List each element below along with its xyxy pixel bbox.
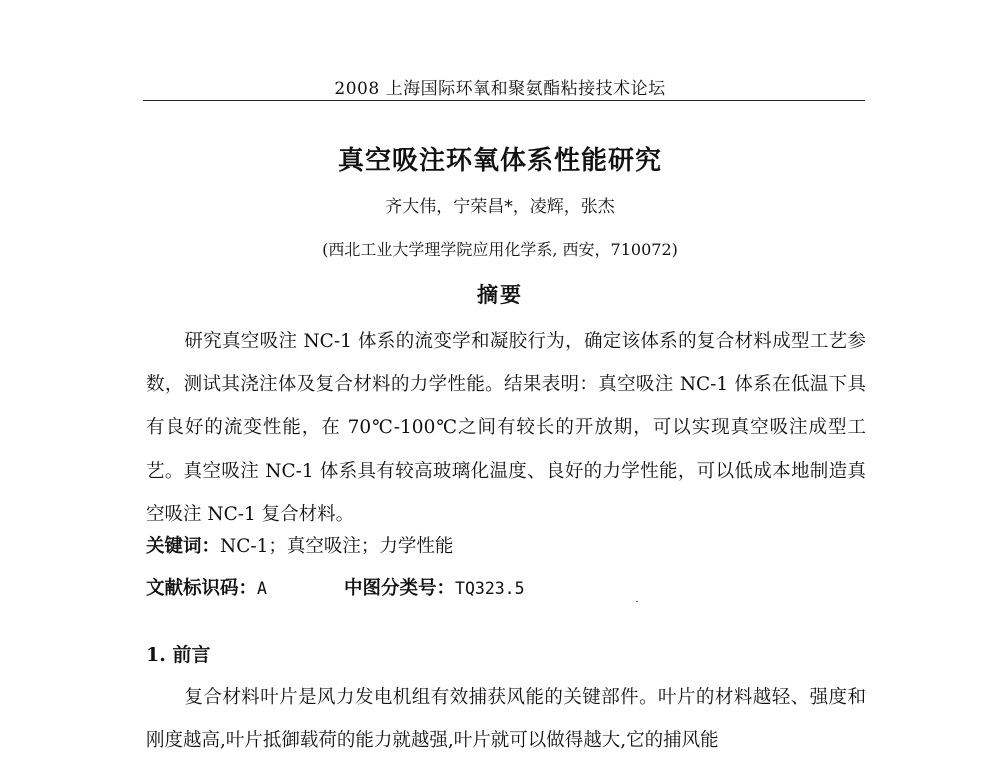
clc-number	[344, 574, 525, 604]
intro-paragraph	[146, 676, 866, 762]
keywords-value: NC-1；真空吸注；力学性能	[220, 536, 454, 557]
intro-text: 复合材料叶片是风力发电机组有效捕获风能的关键部件。叶片的材料越轻、强度和刚度越高,叶片抵御载荷的能力就越强,叶片就可以做得越大,它的捕风能	[146, 687, 866, 751]
running-header: 2008 上海国际环氧和聚氨酯粘接技术论坛	[334, 79, 666, 99]
clc-number-label: 中图分类号：	[344, 578, 456, 599]
abstract-body	[146, 320, 866, 536]
author-list: 齐大伟，宁荣昌*，凌辉，张杰	[385, 197, 615, 217]
scan-speck	[636, 601, 638, 602]
document-code-label: 文献标识码：	[146, 578, 258, 599]
abstract-heading: 摘要	[477, 282, 523, 307]
affiliation: (西北工业大学理学院应用化学系, 西安，710072)	[322, 240, 678, 259]
keywords-label: 关键词：	[146, 536, 221, 557]
abstract-text: 研究真空吸注 NC-1 体系的流变学和凝胶行为，确定该体系的复合材料成型工艺参数，测试其浇注体及复合材料的力学性能。结果表明：真空吸注 NC-1 体系在低温下具有良好的流变性能，在 70℃-100℃之间有较长的开放期，可以实现真空吸注成型工艺。真空吸注 NC-1 体系具有较高玻璃化温度、良好的力学性能，可以低成本地制造真空吸注 NC-1 复合材料。	[146, 331, 866, 525]
section-heading-intro: 1. 前言	[146, 644, 211, 666]
classification-line	[146, 574, 866, 604]
header-rule	[143, 100, 865, 101]
paper-title: 真空吸注环氧体系性能研究	[337, 146, 662, 176]
document-code-value: A	[257, 579, 267, 598]
clc-number-value: TQ323.5	[455, 579, 525, 598]
keywords-line	[146, 532, 866, 562]
